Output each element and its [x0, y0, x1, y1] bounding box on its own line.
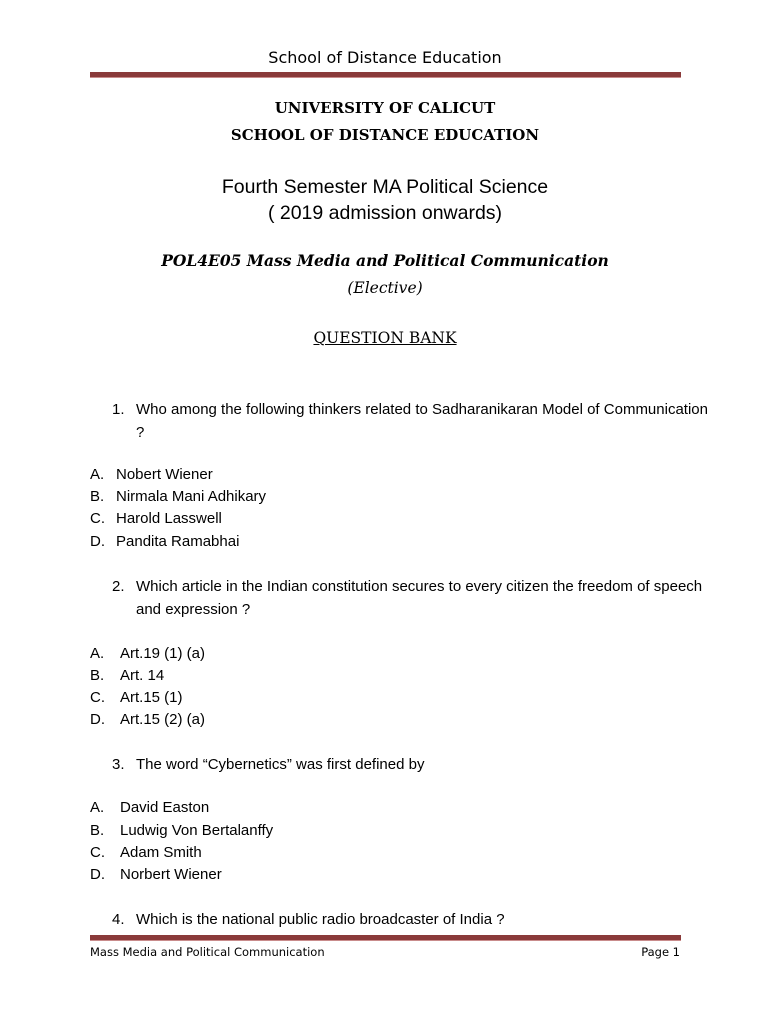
- option-letter: D.: [90, 533, 105, 550]
- question-1: [112, 398, 712, 444]
- option-letter: B.: [90, 488, 105, 505]
- option-text: Art.15 (1): [120, 689, 183, 706]
- option-3a: [90, 797, 209, 819]
- footer-course-name: Mass Media and Political Communication: [90, 945, 325, 959]
- option-2c: [90, 687, 183, 709]
- page-number: Page 1: [641, 945, 680, 959]
- option-2d: [90, 709, 205, 731]
- option-letter: A.: [90, 799, 105, 816]
- question-2: [112, 575, 712, 621]
- course-title: POL4E05 Mass Media and Political Communication: [161, 251, 609, 270]
- option-text: Nirmala Mani Adhikary: [116, 488, 267, 505]
- option-1c: [90, 508, 222, 530]
- option-letter: D.: [90, 866, 105, 883]
- university-name: UNIVERSITY OF CALICUT: [274, 99, 496, 117]
- option-text: Norbert Wiener: [120, 866, 222, 883]
- admission-note: ( 2019 admission onwards): [267, 202, 503, 224]
- option-text: Art.15 (2) (a): [120, 711, 206, 728]
- option-3c: [90, 842, 202, 864]
- footer-rule: [90, 935, 681, 941]
- option-1a: [90, 464, 213, 486]
- option-3d: [90, 864, 222, 886]
- option-text: Nobert Wiener: [116, 466, 213, 483]
- option-2a: [90, 643, 205, 665]
- option-letter: B.: [90, 667, 105, 684]
- question-3: [112, 753, 712, 776]
- section-title: QUESTION BANK: [313, 329, 457, 347]
- question-number: 1.: [112, 401, 125, 418]
- page-header-title: School of Distance Education: [268, 48, 502, 67]
- question-number: 3.: [112, 756, 125, 773]
- header-rule: [90, 72, 681, 78]
- semester-title: Fourth Semester MA Political Science: [221, 176, 549, 198]
- question-4: [112, 908, 712, 931]
- option-text: Art.19 (1) (a): [120, 645, 206, 662]
- question-text: Who among the following thinkers related to Sadharanikaran Model of Communication ?: [136, 401, 708, 441]
- option-letter: D.: [90, 711, 105, 728]
- option-2b: [90, 665, 164, 687]
- option-1b: [90, 486, 266, 508]
- course-type: (Elective): [347, 279, 423, 297]
- option-1d: [90, 531, 239, 553]
- option-text: Harold Lasswell: [116, 510, 222, 527]
- option-letter: A.: [90, 645, 105, 662]
- question-text: Which is the national public radio broadcaster of India ?: [136, 911, 505, 928]
- option-letter: C.: [90, 510, 105, 527]
- option-3b: [90, 820, 273, 842]
- option-text: Ludwig Von Bertalanffy: [120, 822, 274, 839]
- school-name: SCHOOL OF DISTANCE EDUCATION: [230, 126, 540, 144]
- option-text: David Easton: [120, 799, 210, 816]
- option-letter: B.: [90, 822, 105, 839]
- question-text: The word “Cybernetics” was first defined by: [136, 756, 425, 773]
- option-text: Pandita Ramabhai: [116, 533, 240, 550]
- question-text: Which article in the Indian constitution secures to every citizen the freedom of speech and expression ?: [136, 578, 703, 618]
- question-number: 2.: [112, 578, 125, 595]
- option-letter: C.: [90, 844, 105, 861]
- option-text: Art. 14: [120, 667, 165, 684]
- question-number: 4.: [112, 911, 125, 928]
- option-letter: A.: [90, 466, 105, 483]
- option-letter: C.: [90, 689, 105, 706]
- option-text: Adam Smith: [120, 844, 202, 861]
